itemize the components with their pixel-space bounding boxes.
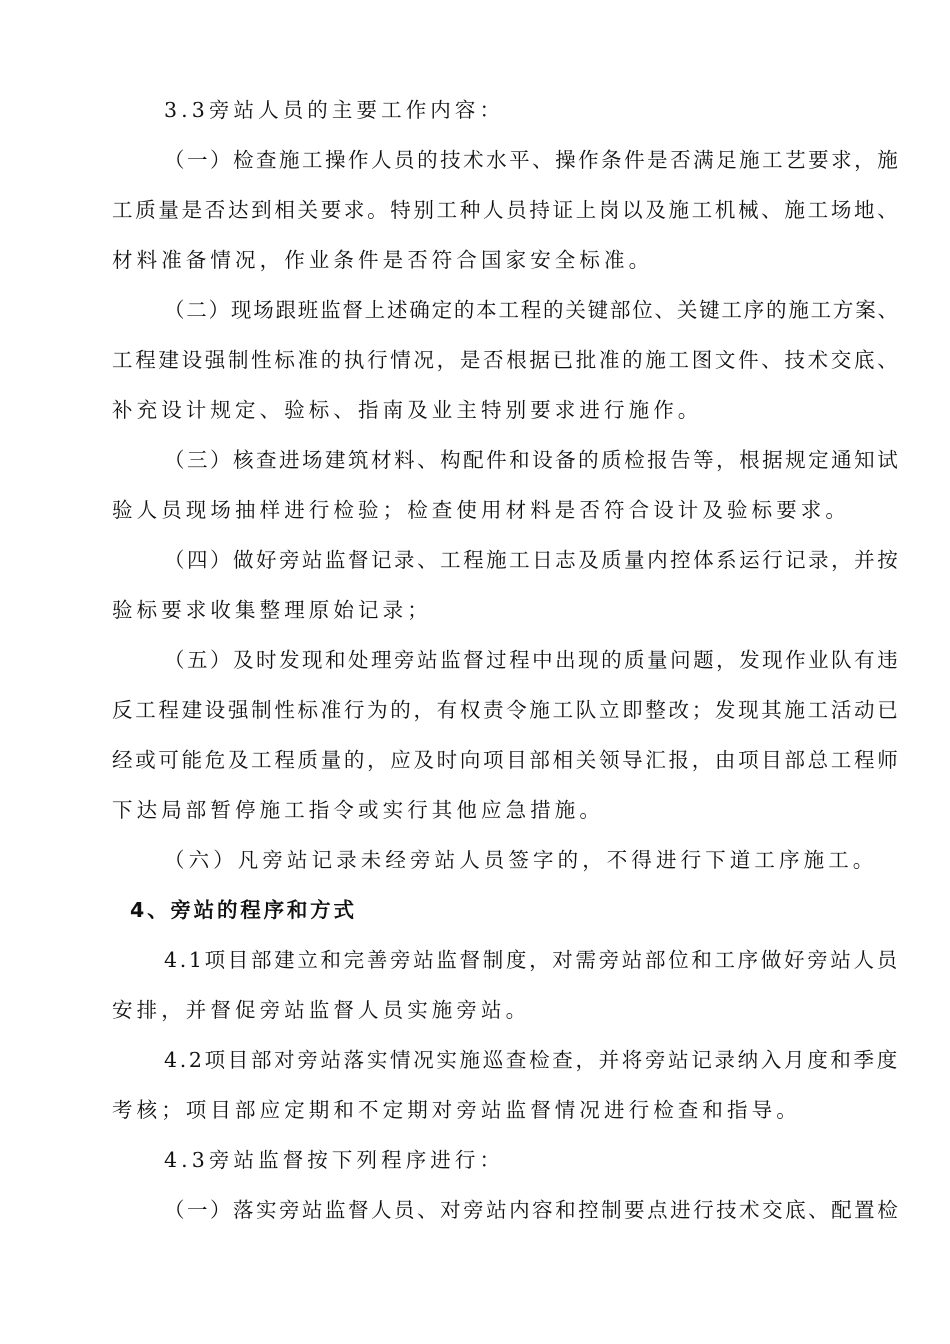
text-line-item-2: （二）现场跟班监督上述确定的本工程的关键部位、关键工序的施工方案、 (164, 298, 900, 322)
text-line-item-4: （四）做好旁站监督记录、工程施工日志及质量内控体系运行记录，并按 (164, 548, 901, 572)
text-line: 工程建设强制性标准的执行情况，是否根据已批准的施工图文件、技术交底、 (112, 348, 901, 372)
text-line-item-1: （一）落实旁站监督人员、对旁站内容和控制要点进行技术交底、配置检 (164, 1198, 901, 1222)
section-heading-4: 4、旁站的程序和方式 (130, 898, 357, 922)
text-line: 补充设计规定、验标、指南及业主特别要求进行施作。 (112, 398, 703, 422)
text-line-section-4-1: 4.1项目部建立和完善旁站监督制度，对需旁站部位和工序做好旁站人员 (164, 948, 900, 972)
text-line: 验标要求收集整理原始记录； (112, 598, 432, 622)
text-line-item-3: （三）核查进场建筑材料、构配件和设备的质检报告等，根据规定通知试 (164, 448, 901, 472)
text-line: 材料准备情况，作业条件是否符合国家安全标准。 (112, 248, 654, 272)
text-line: 反工程建设强制性标准行为的，有权责令施工队立即整改；发现其施工活动已 (112, 698, 901, 722)
text-line: 下达局部暂停施工指令或实行其他应急措施。 (112, 798, 604, 822)
text-line: 验人员现场抽样进行检验；检查使用材料是否符合设计及验标要求。 (112, 498, 850, 522)
text-line: 考核；项目部应定期和不定期对旁站监督情况进行检查和指导。 (112, 1098, 801, 1122)
text-line-section-4-3: 4.3旁站监督按下列程序进行： (164, 1148, 505, 1172)
text-line-item-6: （六）凡旁站记录未经旁站人员签字的，不得进行下道工序施工。 (164, 848, 878, 872)
text-line: 经或可能危及工程质量的，应及时向项目部相关领导汇报，由项目部总工程师 (112, 748, 901, 772)
text-line-item-5: （五）及时发现和处理旁站监督过程中出现的质量问题，发现作业队有违 (164, 648, 901, 672)
text-line: 工质量是否达到相关要求。特别工种人员持证上岗以及施工机械、施工场地、 (112, 198, 901, 222)
text-line: 安排，并督促旁站监督人员实施旁站。 (112, 998, 531, 1022)
text-line-item-1: （一）检查施工操作人员的技术水平、操作条件是否满足施工艺要求，施 (164, 148, 901, 172)
text-line-section-4-2: 4.2项目部对旁站落实情况实施巡查检查，并将旁站记录纳入月度和季度 (164, 1048, 900, 1072)
text-line-section-3-3: 3.3旁站人员的主要工作内容： (164, 98, 505, 122)
